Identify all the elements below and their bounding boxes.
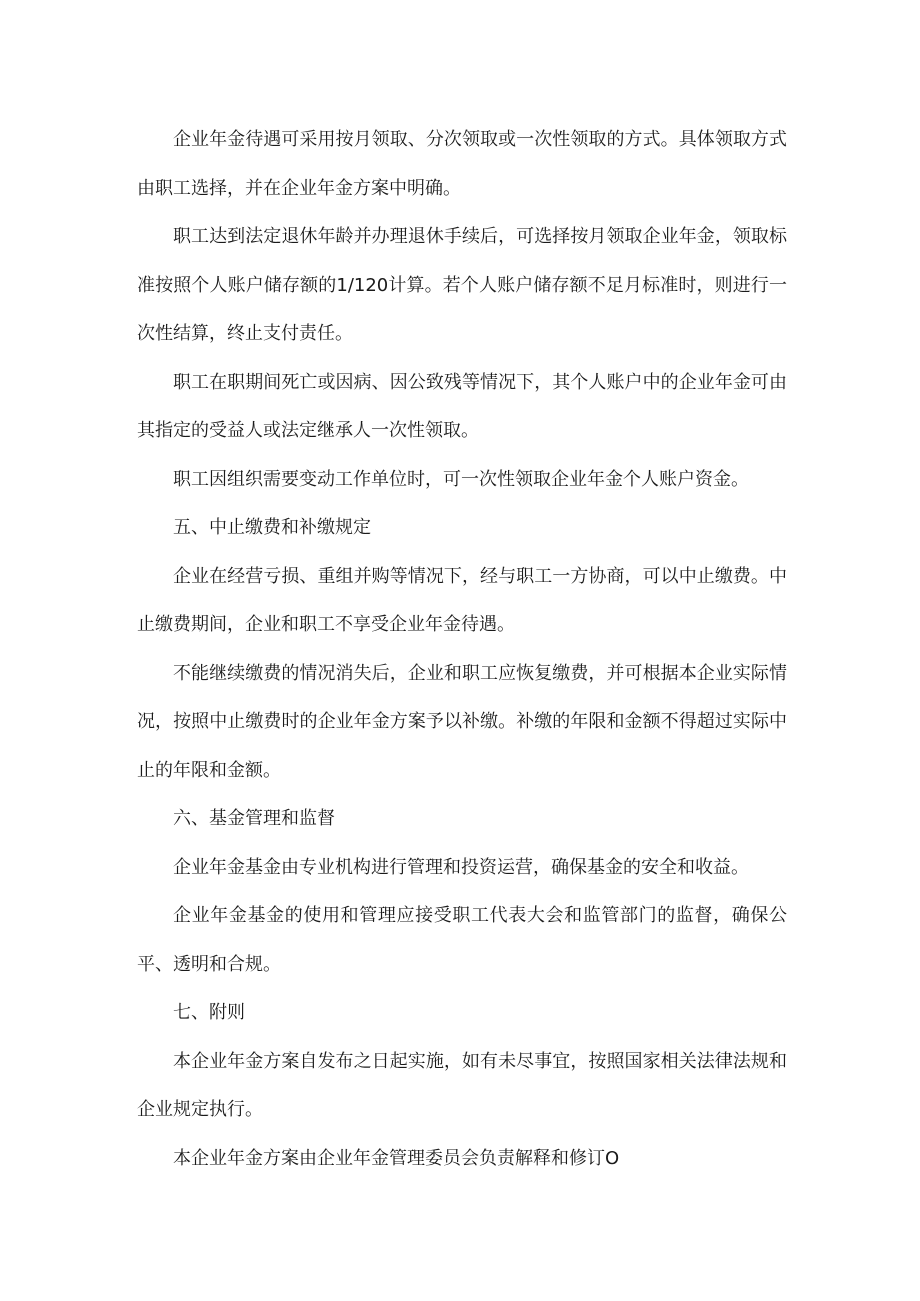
paragraph-interpretation: 本企业年金方案由企业年金管理委员会负责解释和修订O <box>173 1147 620 1169</box>
paragraph-payment-methods: 企业年金待遇可采用按月领取、分次领取或一次性领取的方式。具体领取方式由职工选择，并在企业年金方案中明确。 <box>137 129 787 199</box>
paragraph-resumption: 不能继续缴费的情况消失后，企业和职工应恢复缴费，并可根据本企业实际情况，按照中止缴费时的企业年金方案予以补缴。补缴的年限和金额不得超过实际中止的年限和金额。 <box>137 662 787 781</box>
paragraph-death-disability: 职工在职期间死亡或因病、因公致残等情况下，其个人账户中的企业年金可由其指定的受益人或法定继承人一次性领取。 <box>137 371 787 441</box>
section-heading-supplementary: 七、附则 <box>173 1002 245 1023</box>
paragraph-fund-supervision: 企业年金基金的使用和管理应接受职工代表大会和监管部门的监督，确保公平、透明和合规。 <box>137 905 787 975</box>
paragraph-job-transfer: 职工因组织需要变动工作单位时，可一次性领取企业年金个人账户资金。 <box>173 468 749 490</box>
paragraph-monthly-payment: 职工达到法定退休年龄并办理退休手续后，可选择按月领取企业年金，领取标准按照个人账户储存额的1/120计算。若个人账户储存额不足月标准时，则进行一次性结算，终止支付责任。 <box>137 226 787 344</box>
document-body <box>137 116 787 1183</box>
paragraph-effective-date: 本企业年金方案自发布之日起实施，如有未尽事宜，按照国家相关法律法规和企业规定执行。 <box>137 1050 787 1120</box>
paragraph-fund-operation: 企业年金基金由专业机构进行管理和投资运营，确保基金的安全和收益。 <box>173 856 749 878</box>
section-heading-suspension: 五、中止缴费和补缴规定 <box>173 517 371 538</box>
paragraph-suspension: 企业在经营亏损、重组并购等情况下，经与职工一方协商，可以中止缴费。中止缴费期间，企业和职工不享受企业年金待遇。 <box>137 565 787 635</box>
section-heading-fund-management: 六、基金管理和监督 <box>173 808 335 829</box>
